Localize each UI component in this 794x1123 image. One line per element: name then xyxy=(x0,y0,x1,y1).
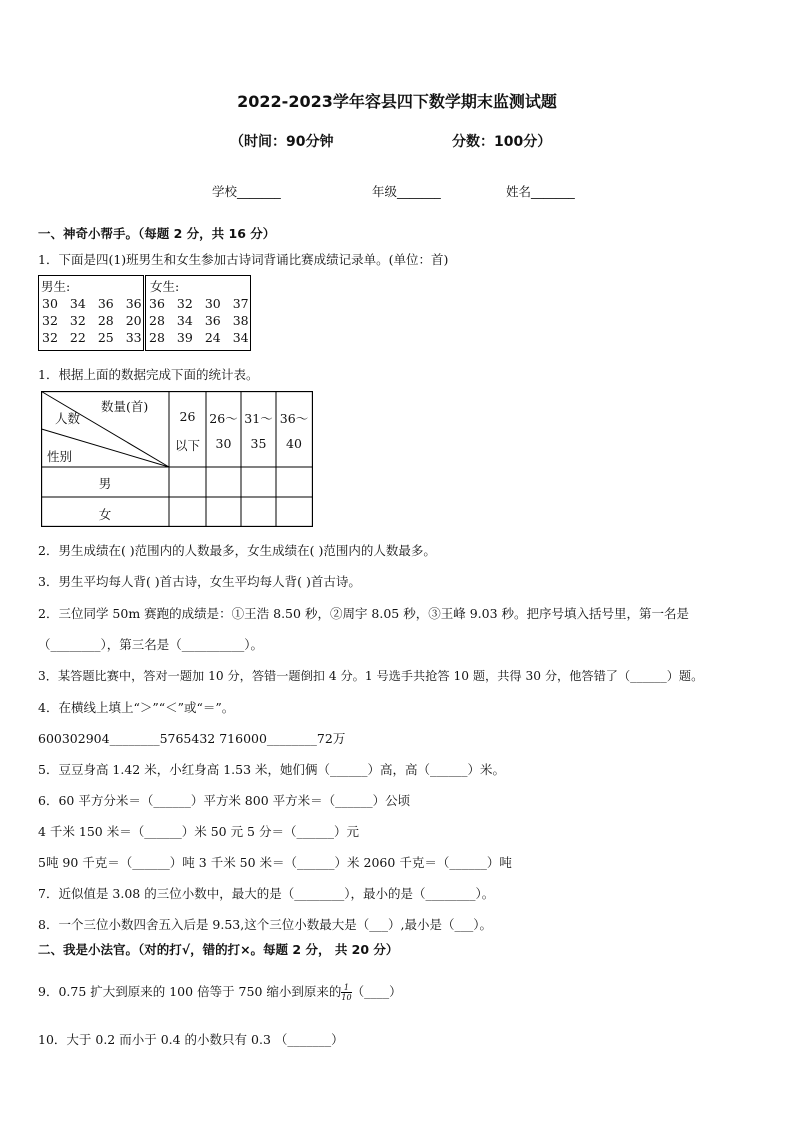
row-male: 男 xyxy=(98,476,112,491)
time-info: （时间：90分钟 xyxy=(230,134,334,150)
question-9-blank: （____） xyxy=(351,984,402,999)
question-3: 3．某答题比赛中，答对一题加 10 分，答错一题倒扣 4 分。1 号选手共抢答 10 题，共得 30 分，他答错了（______）题。 xyxy=(38,669,704,683)
score: 34 xyxy=(176,313,193,328)
boys-score-box xyxy=(38,275,144,351)
page-title: 2022-2023学年容县四下数学期末监测试题 xyxy=(237,92,557,111)
score: 24 xyxy=(204,330,221,345)
girls-row xyxy=(146,329,252,346)
girls-label: 女生: xyxy=(150,279,180,294)
boys-row xyxy=(39,329,145,346)
score: 36 xyxy=(149,296,165,311)
girls-row xyxy=(146,295,252,312)
col-4-bottom: 40 xyxy=(286,436,302,451)
question-8: 8．一个三位小数四舍五入后是 9.53,这个三位小数最大是（___）,最小是（___）。 xyxy=(38,917,492,932)
question-2-line-2: （________），第三名是（__________）。 xyxy=(38,637,264,652)
score: 25 xyxy=(97,330,114,345)
question-1-sub-1: 1．根据上面的数据完成下面的统计表。 xyxy=(38,367,259,382)
question-9 xyxy=(38,982,402,1002)
name-field: 姓名_______ xyxy=(506,184,575,199)
section-2-heading: 二、我是小法官。（对的打√，错的打×。每题 2 分， 共 20 分） xyxy=(38,942,399,957)
grade-field: 年级_______ xyxy=(372,184,441,199)
girls-row xyxy=(146,312,252,329)
col-1-top: 26 xyxy=(179,409,196,424)
fraction-one-tenth xyxy=(341,983,351,1002)
col-3-top: 31～ xyxy=(244,411,273,426)
school-field: 学校_______ xyxy=(212,184,281,199)
score-info: 分数：100分） xyxy=(452,134,552,150)
score: 36 xyxy=(97,296,114,311)
score: 33 xyxy=(125,330,142,345)
question-1-sub-3: 3．男生平均每人背( )首古诗，女生平均每人背( )首古诗。 xyxy=(38,574,361,589)
header-count: 数量(首) xyxy=(101,399,149,414)
score: 38 xyxy=(232,313,249,328)
section-1-heading: 一、神奇小帮手。（每题 2 分，共 16 分） xyxy=(38,226,276,241)
score: 32 xyxy=(176,296,193,311)
score: 39 xyxy=(176,330,193,345)
boys-row xyxy=(39,295,145,312)
score: 30 xyxy=(42,296,58,311)
score: 34 xyxy=(69,296,86,311)
score: 36 xyxy=(125,296,142,311)
row-female: 女 xyxy=(98,507,112,522)
header-people: 人数 xyxy=(55,411,81,426)
fraction-numerator: 1 xyxy=(341,983,351,993)
question-6-line-3: 5吨 90 千克＝（______）吨 3 千米 50 米＝（______）米 2060 千克＝（______）吨 xyxy=(38,855,512,870)
question-9-text: 9．0.75 扩大到原来的 100 倍等于 750 缩小到原来的 xyxy=(38,984,342,999)
score: 30 xyxy=(204,296,221,311)
question-10: 10．大于 0.2 而小于 0.4 的小数只有 0.3 （_______） xyxy=(38,1032,344,1047)
col-2-top: 26～ xyxy=(209,411,238,426)
score: 34 xyxy=(232,330,249,345)
col-1-bottom: 以下 xyxy=(174,438,200,453)
col-3-bottom: 35 xyxy=(250,436,267,451)
score: 22 xyxy=(69,330,86,345)
question-4-items: 600302904________5765432 716000________72万 xyxy=(38,731,346,746)
question-1-sub-2: 2．男生成绩在( )范围内的人数最多，女生成绩在( )范围内的人数最多。 xyxy=(38,543,436,558)
question-1-intro: 1．下面是四(1)班男生和女生参加古诗词背诵比赛成绩记录单。(单位：首) xyxy=(38,252,449,267)
question-6-line-1: 6．60 平方分米＝（______）平方米 800 平方米＝（______）公顷 xyxy=(38,793,411,808)
score: 28 xyxy=(149,313,165,328)
score: 28 xyxy=(97,313,114,328)
statistics-table xyxy=(41,391,312,526)
girls-score-box xyxy=(145,275,251,351)
question-4: 4．在横线上填上“＞”“＜”或“＝”。 xyxy=(38,700,235,715)
col-4-top: 36～ xyxy=(279,411,309,426)
fraction-denominator: 10 xyxy=(341,993,352,1002)
question-5: 5．豆豆身高 1.42 米，小红身高 1.53 米，她们俩（______）高，高（______）米。 xyxy=(38,762,506,777)
score: 32 xyxy=(42,313,58,328)
score: 36 xyxy=(204,313,221,328)
score: 37 xyxy=(232,296,249,311)
boys-scores xyxy=(39,295,145,346)
header-gender: 性别 xyxy=(47,449,73,464)
score: 32 xyxy=(69,313,86,328)
girls-scores xyxy=(146,295,252,346)
col-2-bottom: 30 xyxy=(215,436,232,451)
score: 28 xyxy=(149,330,165,345)
question-6-line-2: 4 千米 150 米＝（______）米 50 元 5 分＝（______）元 xyxy=(38,824,359,839)
question-2-line-1: 2．三位同学 50m 赛跑的成绩是：①王浩 8.50 秒，②周宇 8.05 秒，③王峰 9.03 秒。把序号填入括号里，第一名是 xyxy=(38,606,689,621)
boys-label: 男生: xyxy=(41,279,71,294)
score: 32 xyxy=(42,330,58,345)
score: 20 xyxy=(125,313,142,328)
boys-row xyxy=(39,312,145,329)
question-7: 7．近似值是 3.08 的三位小数中，最大的是（________），最小的是（________）。 xyxy=(38,886,495,901)
